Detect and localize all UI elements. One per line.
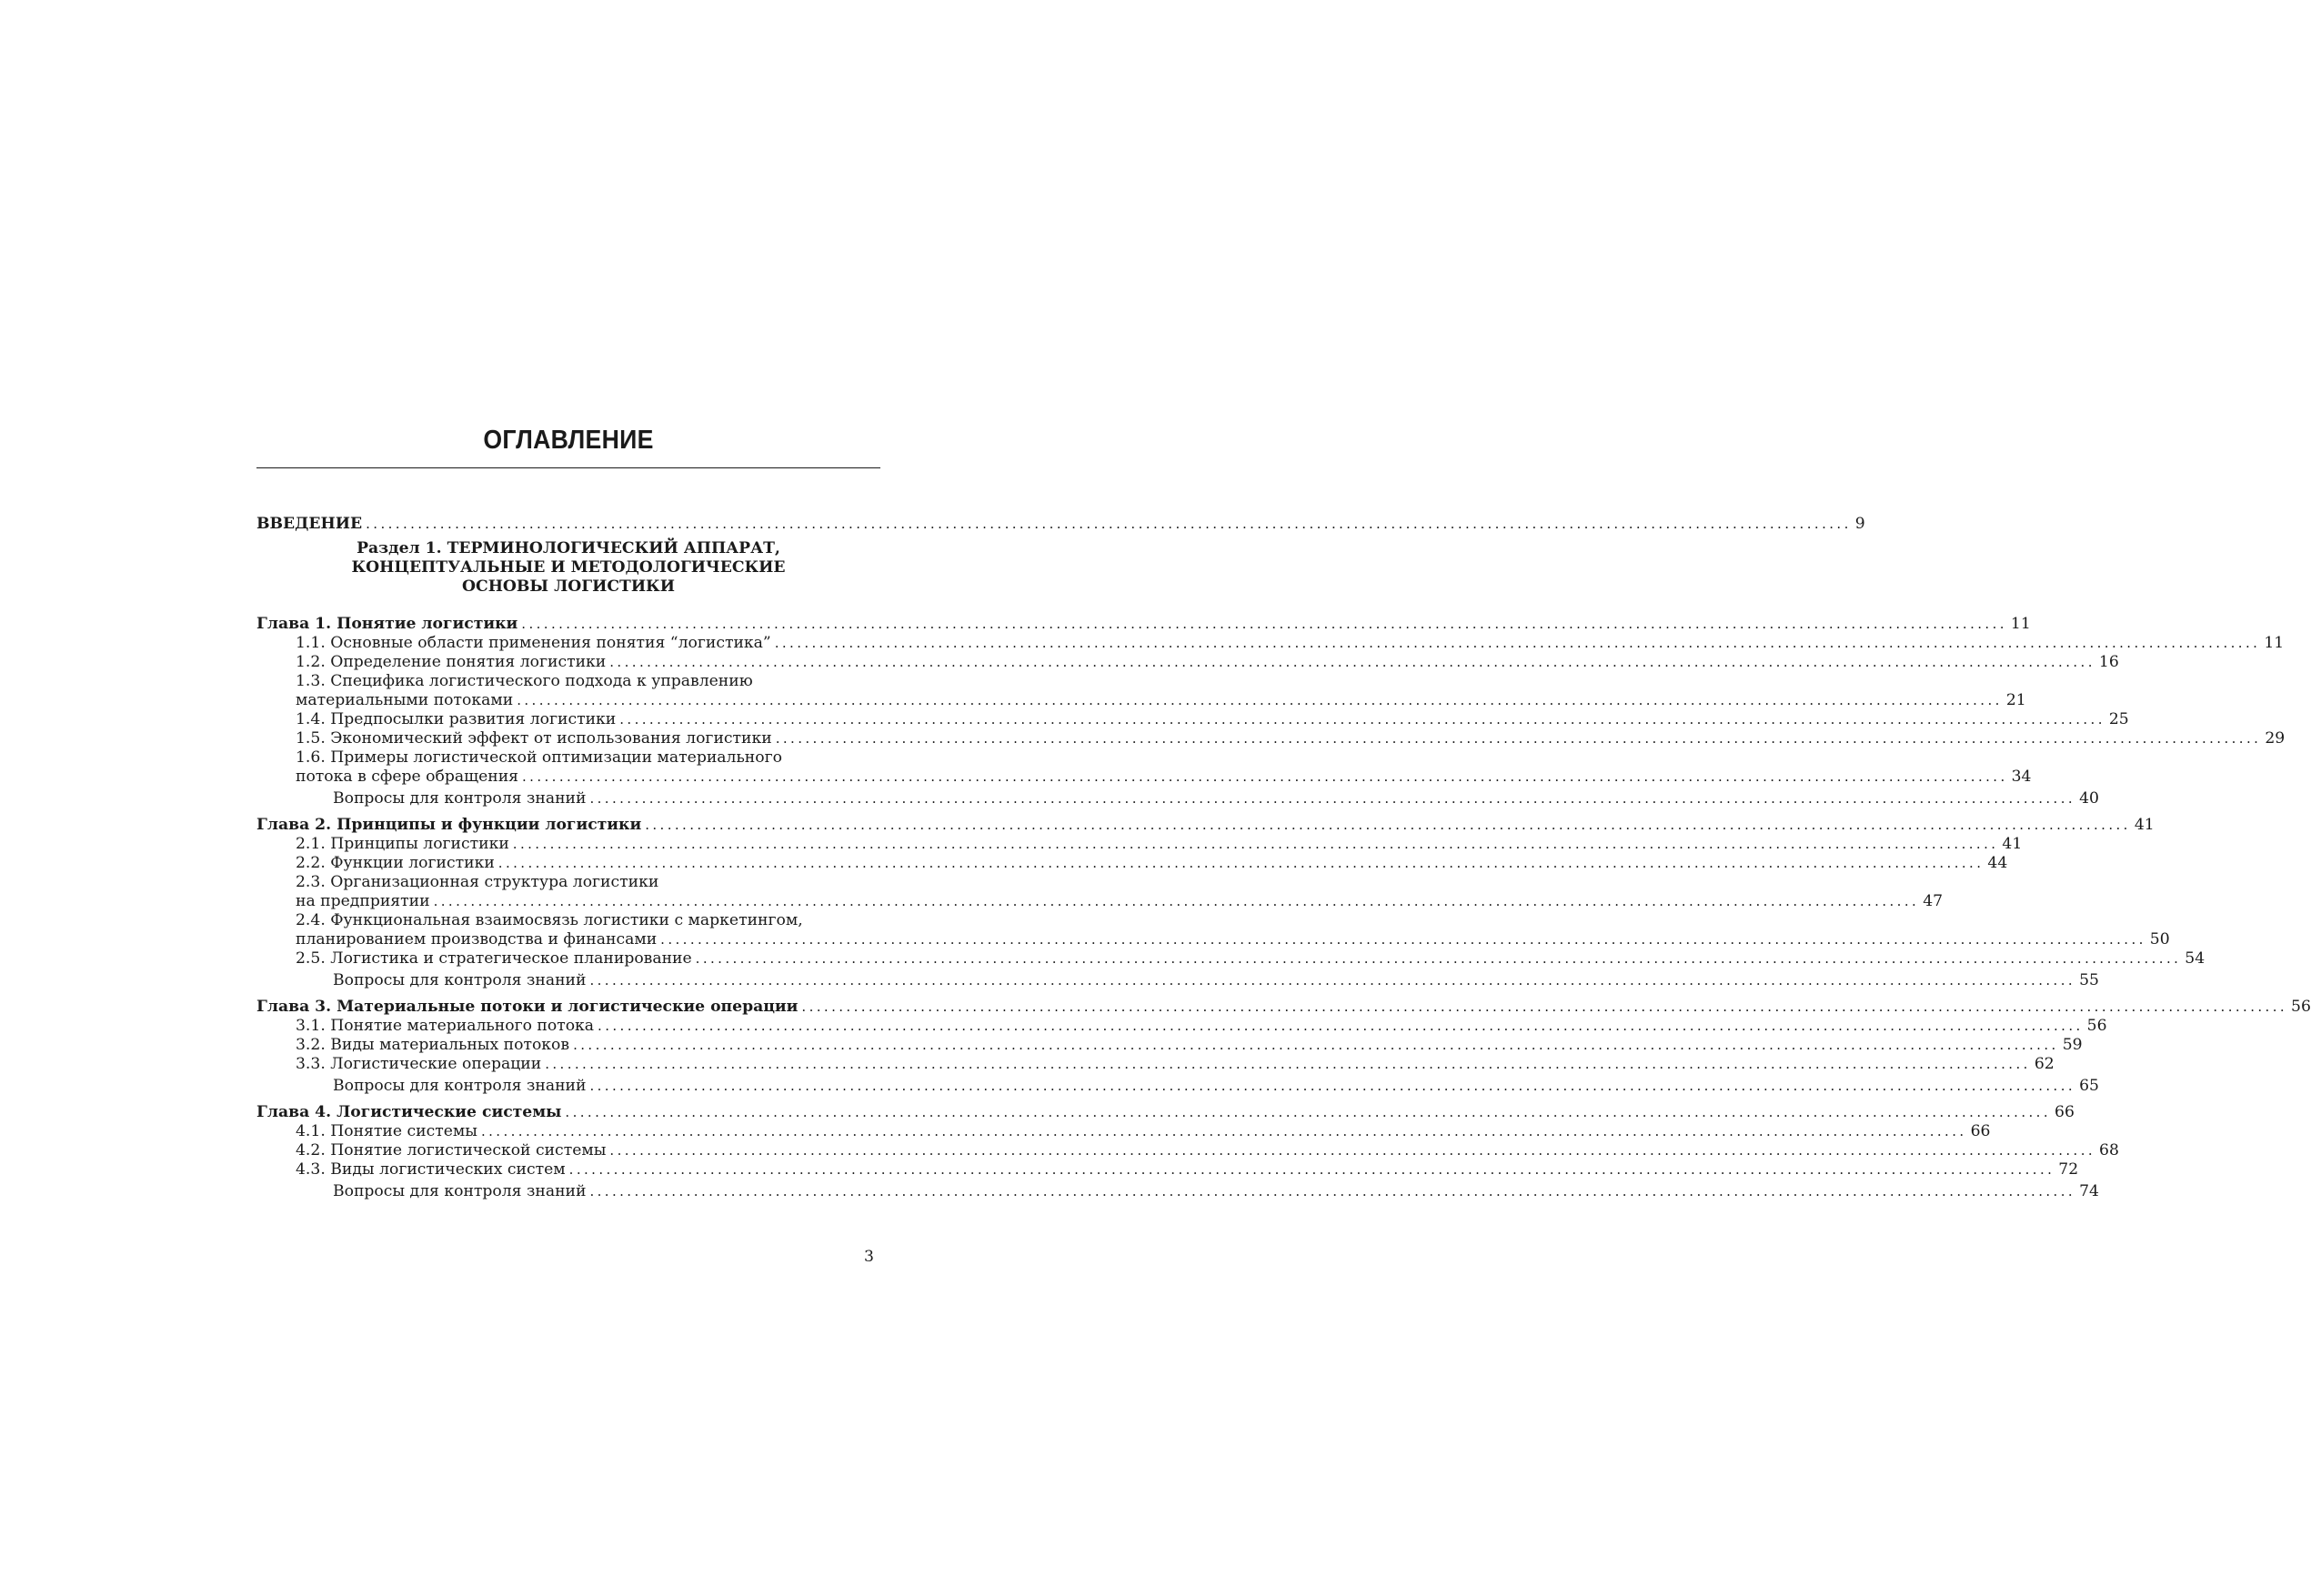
toc-item-label: 1.5. Экономический эффект от использования логистики [296, 729, 772, 748]
toc-leader-dots: ........................................................................................................................................................................................................ [545, 1056, 2031, 1072]
toc-leader-dots: ........................................................................................................................................................................................................ [521, 616, 2007, 632]
toc-page-number: 66 [2055, 1103, 2075, 1121]
toc-item-multiline[interactable] [256, 748, 2032, 787]
toc-item-label: 1.4. Предпосылки развития логистики [296, 710, 617, 728]
toc-leader-dots: ........................................................................................................................................................................................................ [609, 654, 2095, 670]
toc-leader-dots: ........................................................................................................................................................................................................ [660, 931, 2146, 948]
toc-chapter-title: Глава 1. Понятие логистики [256, 615, 518, 633]
toc-item-multiline[interactable] [256, 873, 1944, 911]
toc-chapter-title-row[interactable] [256, 1103, 2075, 1122]
toc-leader-dots: ........................................................................................................................................................................................................ [512, 836, 1999, 852]
title-divider [256, 467, 880, 468]
toc-chapter-title-row[interactable] [256, 816, 2155, 835]
toc-page-number: 62 [2034, 1055, 2055, 1073]
toc-leader-dots: ........................................................................................................................................................................................................ [589, 790, 2076, 807]
toc-leader-dots: ........................................................................................................................................................................................................ [619, 711, 2105, 728]
toc-leader-dots: ........................................................................................................................................................................................................ [645, 817, 2131, 833]
toc-page-number: 11 [2010, 615, 2031, 633]
toc-leader-dots: ........................................................................................................................................................................................................ [517, 692, 2003, 708]
toc-item-label: Вопросы для контроля знаний [333, 1182, 587, 1200]
toc-item[interactable] [256, 1055, 2055, 1074]
toc-item[interactable] [256, 949, 2205, 969]
toc-questions[interactable] [256, 971, 2099, 990]
toc-page-number: 66 [1970, 1122, 1991, 1140]
toc-item-label: материальными потоками [296, 691, 514, 709]
section-heading-line: Раздел 1. ТЕРМИНОЛОГИЧЕСКИЙ АППАРАТ, [357, 539, 780, 557]
toc-item[interactable] [256, 1141, 2119, 1160]
toc-leader-dots: ........................................................................................................................................................................................................ [480, 1123, 1967, 1139]
toc-item-last-line [296, 768, 2032, 787]
toc-item[interactable] [256, 729, 2286, 748]
toc-item-label: 4.1. Понятие системы [296, 1122, 477, 1140]
toc-leader-dots: ........................................................................................................................................................................................................ [497, 855, 1984, 871]
toc-item-label: 2.1. Принципы логистики [296, 835, 509, 853]
toc-page-number: 59 [2062, 1036, 2083, 1054]
toc-page-number: 40 [2079, 789, 2099, 808]
toc-leader-dots: ........................................................................................................................................................................................................ [573, 1037, 2059, 1053]
toc-leader-dots: ........................................................................................................................................................................................................ [565, 1104, 2052, 1120]
toc-item[interactable] [256, 1160, 2079, 1179]
toc-chapter-title: Глава 2. Принципы и функции логистики [256, 816, 642, 834]
toc-questions[interactable] [256, 1077, 2099, 1096]
toc-entry-label: ВВЕДЕНИЕ [256, 515, 363, 533]
toc-leader-dots: ........................................................................................................................................................................................................ [366, 516, 1852, 532]
toc-item-label: планированием производства и финансами [296, 930, 658, 949]
toc-item[interactable] [256, 653, 2119, 672]
toc-item[interactable] [256, 710, 2129, 729]
toc-item-label: 4.2. Понятие логистической системы [296, 1141, 607, 1159]
toc-item[interactable] [256, 854, 2008, 873]
toc-leader-dots: ........................................................................................................................................................................................................ [433, 893, 1920, 909]
toc-page-number: 41 [2002, 835, 2023, 853]
section-heading-line: КОНЦЕПТУАЛЬНЫЕ И МЕТОДОЛОГИЧЕСКИЕ [351, 558, 786, 577]
toc-item-label-line: 1.6. Примеры логистической оптимизации материального [296, 748, 782, 767]
toc-chapter-title-row[interactable] [256, 615, 2031, 634]
toc-page-number: 44 [1987, 854, 2008, 872]
toc-item-label: 1.2. Определение понятия логистики [296, 653, 607, 671]
toc-entry-introduction[interactable] [256, 515, 1865, 534]
toc-item-label: 3.2. Виды материальных потоков [296, 1036, 570, 1054]
toc-item[interactable] [256, 1036, 2083, 1055]
toc-item-label: 3.3. Логистические операции [296, 1055, 542, 1073]
toc-page-number: 50 [2149, 930, 2170, 949]
toc-page-number: 29 [2265, 729, 2286, 748]
toc-page-number: 74 [2079, 1182, 2099, 1200]
toc-item[interactable] [256, 1122, 1991, 1141]
toc-page-number: 34 [2011, 768, 2032, 786]
toc-item-label: Вопросы для контроля знаний [333, 1077, 587, 1095]
toc-item-label: 1.1. Основные области применения понятия “логистика” [296, 634, 771, 652]
toc-chapter-3 [256, 998, 2311, 1096]
toc-leader-dots: ........................................................................................................................................................................................................ [695, 950, 2182, 967]
toc-chapter-title: Глава 3. Материальные потоки и логистические операции [256, 998, 799, 1016]
page-number: 3 [864, 1248, 874, 1266]
toc-item-multiline[interactable] [256, 911, 2170, 949]
toc-chapter-1 [256, 615, 2286, 808]
toc-item-label-line: 2.4. Функциональная взаимосвязь логистики с маркетингом, [296, 911, 803, 929]
toc-leader-dots: ........................................................................................................................................................................................................ [522, 768, 2008, 785]
toc-chapter-2 [256, 816, 2205, 990]
toc-item-label-line: 1.3. Специфика логистического подхода к управлению [296, 672, 753, 690]
toc-item-label: 3.1. Понятие материального потока [296, 1017, 595, 1035]
toc-item[interactable] [256, 1017, 2107, 1036]
toc-page-number: 54 [2185, 949, 2205, 968]
toc-leader-dots: ........................................................................................................................................................................................................ [589, 1183, 2076, 1200]
toc-page-number: 65 [2079, 1077, 2099, 1095]
toc-item[interactable] [256, 634, 2285, 653]
toc-item-last-line [296, 691, 2026, 710]
toc-item-label: Вопросы для контроля знаний [333, 971, 587, 989]
toc-page-number: 9 [1854, 515, 1865, 533]
toc-chapter-title: Глава 4. Логистические системы [256, 1103, 562, 1121]
toc-page-number: 16 [2098, 653, 2119, 671]
toc-page-number: 47 [1923, 892, 1944, 910]
toc-leader-dots: ........................................................................................................................................................................................................ [801, 999, 2288, 1015]
toc-page-number: 11 [2264, 634, 2285, 652]
section-heading [256, 539, 880, 597]
toc-item-last-line [296, 930, 2170, 949]
toc-item-label: Вопросы для контроля знаний [333, 789, 587, 808]
toc-page-number: 25 [2108, 710, 2129, 728]
toc-page-number: 56 [2291, 998, 2311, 1016]
toc-page-number: 55 [2079, 971, 2099, 989]
toc-item-last-line [296, 892, 1944, 911]
toc-page-number: 72 [2058, 1160, 2079, 1179]
toc-leader-dots: ........................................................................................................................................................................................................ [774, 635, 2261, 651]
toc-leader-dots: ........................................................................................................................................................................................................ [568, 1161, 2055, 1178]
toc-leader-dots: ........................................................................................................................................................................................................ [775, 730, 2262, 747]
toc-item-multiline[interactable] [256, 672, 2026, 710]
toc-item[interactable] [256, 835, 2023, 854]
table-of-contents [256, 515, 2311, 1201]
toc-questions[interactable] [256, 1182, 2099, 1201]
toc-item-label-line: 2.3. Организационная структура логистики [296, 873, 659, 891]
section-heading-line: ОСНОВЫ ЛОГИСТИКИ [462, 577, 675, 596]
toc-chapter-title-row[interactable] [256, 998, 2311, 1017]
toc-questions[interactable] [256, 789, 2099, 808]
page-title: ОГЛАВЛЕНИЕ [483, 426, 654, 455]
toc-chapter-4 [256, 1103, 2119, 1201]
toc-item-label: на предприятии [296, 892, 430, 910]
toc-leader-dots: ........................................................................................................................................................................................................ [589, 972, 2076, 989]
toc-leader-dots: ........................................................................................................................................................................................................ [598, 1018, 2084, 1034]
toc-page-number: 56 [2086, 1017, 2107, 1035]
toc-item-label: потока в сфере обращения [296, 768, 518, 786]
toc-leader-dots: ........................................................................................................................................................................................................ [609, 1142, 2096, 1159]
toc-leader-dots: ........................................................................................................................................................................................................ [589, 1078, 2076, 1094]
toc-page-number: 68 [2099, 1141, 2119, 1159]
toc-page-number: 21 [2005, 691, 2026, 709]
toc-item-label: 2.5. Логистика и стратегическое планирование [296, 949, 692, 968]
toc-page-number: 41 [2134, 816, 2155, 834]
toc-item-label: 2.2. Функции логистики [296, 854, 495, 872]
toc-item-label: 4.3. Виды логистических систем [296, 1160, 566, 1179]
